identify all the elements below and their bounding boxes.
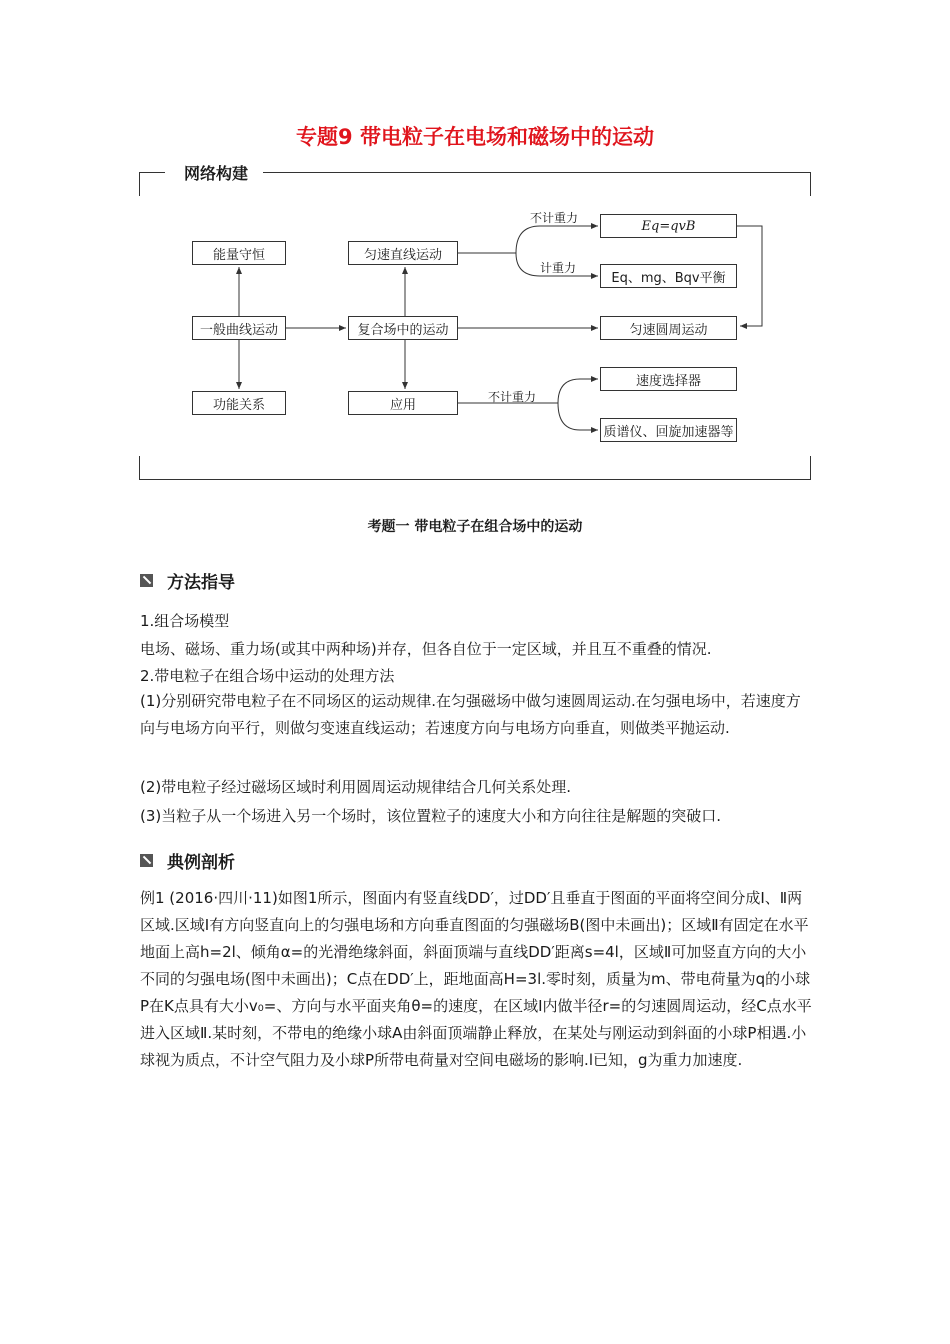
- page-title: 专题9 带电粒子在电场和磁场中的运动: [296, 125, 654, 149]
- box-eq-qvb: Eq=qvB: [600, 214, 737, 238]
- topic-heading: 考题一 带电粒子在组合场中的运动: [367, 519, 583, 535]
- method-line: (3)当粒子从一个场进入另一个场时，该位置粒子的速度大小和方向往往是解题的突破口.: [140, 807, 722, 825]
- box-work-energy: 功能关系: [192, 391, 286, 415]
- method-line: 电场、磁场、重力场(或其中两种场)并存，但各自位于一定区域，并且互不重叠的情况.: [140, 640, 712, 658]
- box-uniform-circular: 匀速圆周运动: [600, 316, 737, 340]
- arrow-to-spectrometer: [558, 403, 598, 430]
- method-heading: [140, 568, 235, 593]
- network-label: 网络构建: [178, 161, 254, 184]
- method-line: 2.带电粒子在组合场中运动的处理方法: [140, 667, 395, 685]
- box-general-curve: 一般曲线运动: [192, 316, 286, 340]
- method-line: (2)带电粒子经过磁场区域时利用圆周运动规律结合几何关系处理.: [140, 778, 572, 796]
- arrow-to-velocity-selector: [558, 379, 598, 403]
- arrow-eq-to-circular: [737, 226, 762, 326]
- method-line: 1.组合场模型: [140, 612, 230, 630]
- box-balance: Eq、mg、Bqv平衡: [600, 264, 737, 288]
- method-heading-text: 方法指导: [167, 573, 235, 593]
- example-paragraph: 例1 (2016·四川·11)如图1所示，图面内有竖直线DD′，过DD′且垂直于图面的平面将空间分成Ⅰ、Ⅱ两区域.区域Ⅰ有方向竖直向上的匀强电场和方向垂直图面的匀强磁场B(图中未画出)；区域Ⅱ有固定在水平地面上高h=2l、倾角α=的光滑绝缘斜面，斜面顶端与直线DD′距离s=4l，区域Ⅱ可加竖直方向的大小不同的匀强电场(图中未画出)；C点在DD′上，距地面高H=3l.零时刻，质量为m、带电荷量为q的小球P在K点具有大小v₀=、方向与水平面夹角θ=的速度，在区域Ⅰ内做半径r=的匀速圆周运动，经C点水平进入区域Ⅱ.某时刻，不带电的绝缘小球A由斜面顶端静止释放，在某处与刚运动到斜面的小球P相遇.小球视为质点，不计空气阻力及小球P所带电荷量对空间电磁场的影响.l已知，g为重力加速度.: [140, 889, 812, 1069]
- edge-label-no-gravity: 不计重力: [530, 211, 579, 225]
- arrow-to-eq-qvb: [516, 226, 598, 253]
- box-uniform-linear: 匀速直线运动: [348, 241, 458, 265]
- box-application: 应用: [348, 391, 458, 415]
- edge-label-no-gravity-2: 不计重力: [488, 390, 537, 404]
- example-heading: [140, 848, 235, 873]
- example-heading-text: 典例剖析: [167, 853, 235, 873]
- box-compound-field: 复合场中的运动: [348, 316, 458, 340]
- method-paragraph: (1)分别研究带电粒子在不同场区的运动规律.在匀强磁场中做匀速圆周运动.在匀强电场中，若速度方向与电场方向平行，则做匀变速直线运动；若速度方向与电场方向垂直，则做类平抛运动.: [140, 692, 801, 737]
- box-velocity-selector: 速度选择器: [600, 367, 737, 391]
- box-spectrometer: 质谱仪、回旋加速器等: [600, 418, 737, 442]
- section-square-icon: [140, 854, 153, 867]
- edge-label-with-gravity: 计重力: [540, 261, 577, 275]
- section-square-icon: [140, 574, 153, 587]
- box-energy-conservation: 能量守恒: [192, 241, 286, 265]
